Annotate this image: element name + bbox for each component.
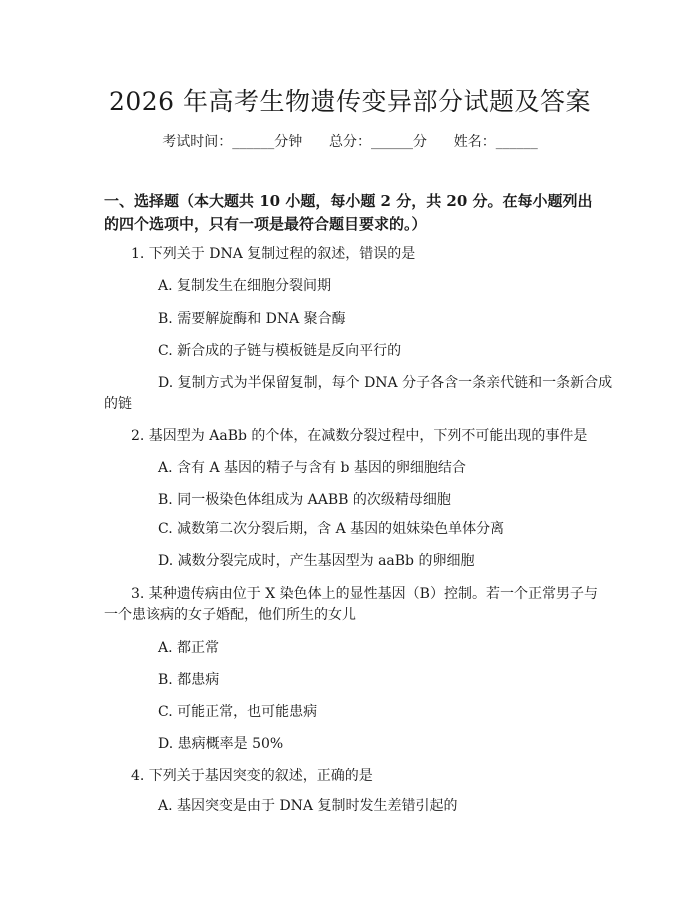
question-2-option-d: D. 减数分裂完成时，产生基因型为 aaBb 的卵细胞 <box>158 553 475 569</box>
page-title: 2026 年高考生物遗传变异部分试题及答案 <box>108 87 592 116</box>
question-2-option-a: A. 含有 A 基因的精子与含有 b 基因的卵细胞结合 <box>158 460 466 476</box>
question-3-option-d: D. 患病概率是 50% <box>158 736 284 752</box>
question-1-stem: 1. 下列关于 DNA 复制过程的叙述，错误的是 <box>131 246 416 262</box>
question-1-option-d-line2: 的链 <box>104 396 132 412</box>
question-1-option-b: B. 需要解旋酶和 DNA 聚合酶 <box>158 311 346 327</box>
question-3-option-b: B. 都患病 <box>158 672 220 688</box>
question-2-option-c: C. 减数第二次分裂后期，含 A 基因的姐妹染色单体分离 <box>158 521 505 537</box>
question-1-option-d-line1: D. 复制方式为半保留复制，每个 DNA 分子各含一条亲代链和一条新合成 <box>158 375 613 391</box>
section-heading-choice: 一、选择题（本大题共 10 小题，每小题 2 分，共 20 分。在每小题列出的四个选项中，只有一项是最符合题目要求的。） <box>104 192 593 233</box>
question-3-stem: 3. 某种遗传病由位于 X 染色体上的显性基因（B）控制。若一个正常男子与一个患该病的女子婚配，他们所生的女儿 <box>104 586 598 623</box>
question-1-option-a: A. 复制发生在细胞分裂间期 <box>158 278 332 294</box>
question-3-option-c: C. 可能正常，也可能患病 <box>158 704 318 720</box>
question-3-option-a: A. 都正常 <box>158 640 220 656</box>
question-1-option-c: C. 新合成的子链与模板链是反向平行的 <box>158 343 402 359</box>
question-2-option-b: B. 同一极染色体组成为 AABB 的次级精母细胞 <box>158 492 451 508</box>
question-4-option-a: A. 基因突变是由于 DNA 复制时发生差错引起的 <box>158 798 458 814</box>
exam-info-line: 考试时间：______分钟 总分：______分 姓名：______ <box>162 134 538 150</box>
question-2-stem: 2. 基因型为 AaBb 的个体，在减数分裂过程中，下列不可能出现的事件是 <box>131 428 588 444</box>
question-4-stem: 4. 下列关于基因突变的叙述，正确的是 <box>131 768 373 784</box>
